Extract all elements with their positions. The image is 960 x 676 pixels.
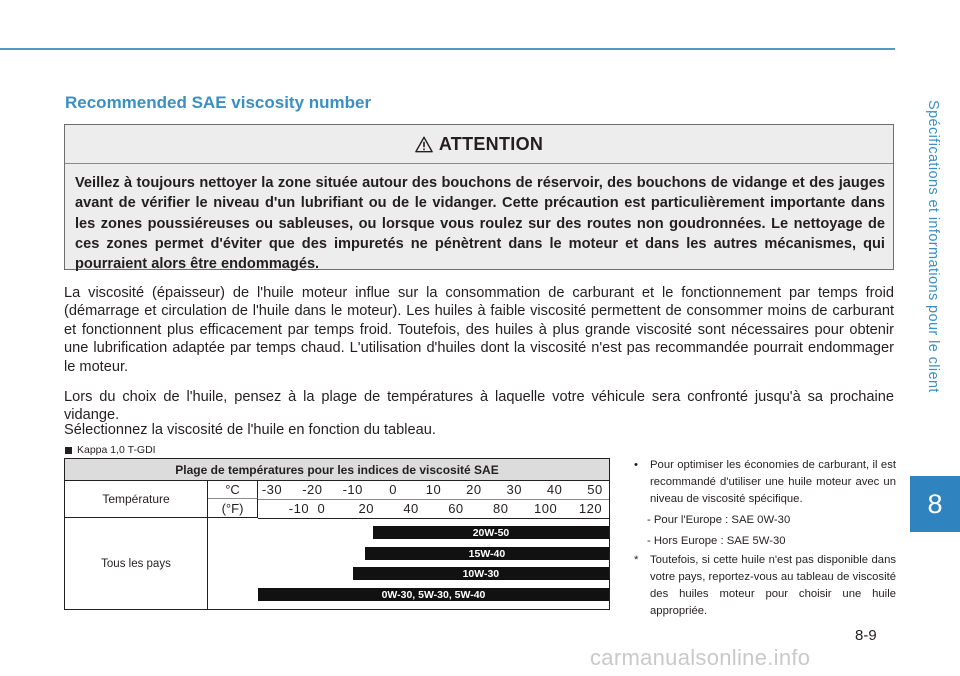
celsius-tick: 50	[587, 482, 603, 497]
note-bullet	[634, 457, 896, 508]
fahrenheit-unit: (°F)	[208, 499, 258, 518]
note-outside-europe: - Hors Europe : SAE 5W-30	[647, 535, 786, 547]
celsius-tick: -10	[342, 482, 363, 497]
fahrenheit-tick: 40	[403, 501, 419, 516]
engine-label: Kappa 1,0 T-GDI	[77, 444, 156, 456]
attention-header	[65, 125, 893, 164]
watermark: carmanualsonline.info	[590, 645, 811, 670]
notes	[634, 457, 896, 620]
star-marker: *	[634, 554, 639, 566]
fahrenheit-tick: -10	[288, 501, 310, 516]
fahrenheit-tick: 80	[493, 501, 509, 516]
section-title: Recommended SAE viscosity number	[65, 93, 372, 112]
fahrenheit-tick: 20	[358, 501, 374, 516]
note-europe: - Pour l'Europe : SAE 0W-30	[647, 514, 791, 526]
warning-icon	[415, 136, 433, 153]
note-star	[634, 552, 896, 620]
fahrenheit-tick: 100	[534, 501, 558, 516]
fahrenheit-tick: 120	[578, 501, 603, 516]
table-caption	[65, 444, 156, 456]
note-bullet-text: Pour optimiser les économies de carburant, il est recommandé d'utiliser une huile moteur avec un niveau de viscosité spécifique.	[650, 459, 896, 505]
fahrenheit-tick: 60	[448, 501, 464, 516]
celsius-tick: 10	[425, 482, 442, 497]
temperature-label: Température	[65, 480, 208, 518]
celsius-tick: -30	[261, 482, 283, 497]
oil-grade-bar: 10W-30	[353, 567, 609, 580]
celsius-tick: 40	[546, 482, 563, 497]
attention-text: Veillez à toujours nettoyer la zone située autour des bouchons de réservoir, des bouchons de vidange et des jauges avant de vérifier le niveau d'un lubrifiant ou de le vidanger. Cette précaution est particulièrement importante dans les zones poussiéreuses ou sableuses, ou lorsque vous roulez sur des routes non goudronnées. Le nettoyage de ces zones permet d'éviter que des impuretés ne pénètrent dans le moteur et dans les autres mécanismes, qui pourraient alors être endommagés.	[75, 175, 885, 273]
fahrenheit-tick: 0	[317, 501, 326, 516]
celsius-tick: 30	[506, 482, 522, 497]
top-rule	[0, 48, 895, 50]
celsius-scale	[258, 480, 609, 500]
page-number: 8-9	[855, 627, 877, 644]
oil-grade-bar: 0W-30, 5W-30, 5W-40	[258, 588, 609, 601]
celsius-unit: °C	[208, 480, 258, 499]
oil-grade-bar: 15W-40	[365, 547, 609, 560]
square-bullet-icon	[65, 447, 72, 454]
attention-box	[64, 124, 894, 273]
bullet-marker: •	[634, 459, 638, 471]
table-header: Plage de températures pour les indices de viscosité SAE	[65, 459, 609, 481]
region-label: Tous les pays	[65, 518, 208, 609]
celsius-tick: 0	[389, 482, 397, 497]
attention-title: ATTENTION	[438, 133, 544, 154]
celsius-tick: -20	[302, 482, 323, 497]
viscosity-table	[64, 458, 610, 610]
fahrenheit-scale	[258, 499, 609, 519]
paragraph-choice: Lors du choix de l'huile, pensez à la plage de températures à laquelle votre véhicule sera confronté jusqu'à sa prochaine vidange.	[64, 389, 894, 424]
oil-grade-bar: 20W-50	[373, 526, 609, 539]
paragraph-viscosity: La viscosité (épaisseur) de l'huile moteur influe sur la consommation de carburant et le fonctionnement par temps froid (démarrage et circulation de l'huile dans le moteur). Les huiles à faible viscosité permettent de consommer moins de carburant et fonctionnent plus efficacement par temps froid. Toutefois, des huiles à plus grande viscosité sont nécessaires pour obtenir une lubrification adaptée par temps chaud. L'utilisation d'huiles dont la viscosité n'est pas recommandée pourrait endommager le moteur.	[64, 285, 894, 375]
celsius-tick: 20	[466, 482, 482, 497]
paragraph-select: Sélectionnez la viscosité de l'huile en fonction du tableau.	[64, 422, 436, 438]
chapter-tab: 8	[910, 476, 960, 532]
note-star-text: Toutefois, si cette huile n'est pas disponible dans votre pays, reportez-vous au tableau de viscosité des huiles moteur pour choisir une huile appropriée.	[650, 554, 896, 617]
chapter-side-title: Spécifications et informations pour le client	[925, 100, 941, 393]
